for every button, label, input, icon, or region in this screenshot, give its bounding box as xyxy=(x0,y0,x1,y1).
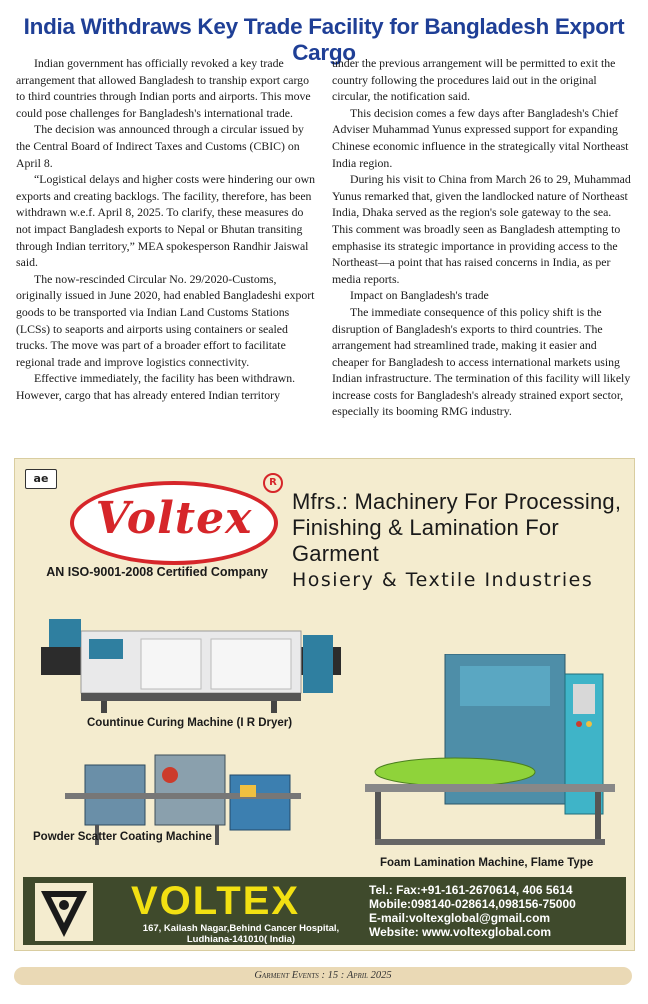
contact-email: E-mail:voltexglobal@gmail.com xyxy=(369,911,551,925)
voltex-emblem-icon xyxy=(35,883,93,941)
issue-date: April 2025 xyxy=(346,970,392,981)
tagline-line: Finishing & Lamination For Garment xyxy=(292,515,559,566)
paragraph: The immediate consequence of this policy shift is the disruption of Bangladesh's exports to third countries. The arrangement had streamlined trade, making it easier and cheaper for Bangladesh to access international markets using Indian infrastructure. The termination of this facility will likely increase costs for Bangladesh's already strained export sector, especially its booming RMG industry. xyxy=(332,304,631,419)
paragraph: During his visit to China from March 26 to 29, Muhammad Yunus remarked that, given the landlocked nature of Northeast India, Dhaka served as the region's sole gateway to the sea. This comment was broadly seen as Bangladesh attempting to emphasise its strategic importance in providing access to the Northeast—a point that has raised concerns in India, as per media reports. xyxy=(332,172,631,286)
machine-caption: Countinue Curing Machine (I R Dryer) xyxy=(87,717,293,729)
machine-caption: Powder Scatter Coating Machine xyxy=(33,831,212,843)
address-line: Ludhiana-141010( India) xyxy=(186,934,296,945)
advertisement xyxy=(14,458,635,951)
foam-lamination-machine-image xyxy=(365,654,620,854)
paragraph: This decision comes a few days after Bangladesh's Chief Adviser Muhammad Yunus expressed support for expanding Chinese economic influence in the strategically vital Northeast India region. xyxy=(332,105,629,170)
article-headline: India Withdraws Key Trade Facility for Bangladesh Export Cargo xyxy=(23,14,625,65)
paragraph: “Logistical delays and higher costs were hindering our own exports and creating backlogs. The facility, therefore, has been withdrawn w.e.f. April 8, 2025. To clarify, these measures do not impact Bangladesh exports to Nepal or Bhutan transiting through Indian territory,” MEA spokesperson Randhir Jaiswal said. xyxy=(16,172,316,270)
address-line: 167, Kailash Nagar,Behind Cancer Hospital, xyxy=(142,923,340,934)
curing-machine-image xyxy=(41,617,341,715)
article-body xyxy=(16,55,632,420)
ae-logo-icon: ae xyxy=(25,469,57,489)
contact-website: Website: www.voltexglobal.com xyxy=(369,925,552,939)
publication-name: Garment Events xyxy=(254,970,319,981)
article-column-right xyxy=(332,55,632,420)
ad-address xyxy=(131,923,351,945)
page-number: 15 xyxy=(327,970,339,981)
manufacturer-tagline xyxy=(292,489,632,593)
tagline-line: Mfrs.: Machinery For Processing, xyxy=(292,489,622,514)
page-footer: Garment Events : 15 : April 2025 xyxy=(14,967,632,985)
ad-contact-details xyxy=(369,883,576,939)
machine-caption: Foam Lamination Machine, Flame Type xyxy=(380,857,594,869)
registered-mark-icon: R xyxy=(263,473,283,493)
paragraph: under the previous arrangement will be permitted to exit the country following the procedures laid out in the original circular, the notification said. xyxy=(332,56,616,104)
paragraph: The now-rescinded Circular No. 29/2020-Customs, originally issued in June 2020, had enabled Bangladeshi export goods to be transported via Indian Land Customs Stations (LCSs) to seaports and airports using containers or sealed trucks. The move was part of a broader effort to facilitate regional trade and improve logistics connectivity. xyxy=(16,271,315,369)
iso-certification: AN ISO-9001-2008 Certified Company xyxy=(46,565,268,579)
contact-mobile: Mobile:098140-028614,098156-75000 xyxy=(369,897,576,911)
article-column-left xyxy=(16,55,316,420)
paragraph: The decision was announced through a circular issued by the Central Board of Indirect Taxes and Customs (CBIC) on April 8. xyxy=(16,122,304,170)
section-subheading: Impact on Bangladesh's trade xyxy=(350,288,489,303)
brand-logo xyxy=(70,481,278,565)
contact-phone: Tel.: Fax:+91-161-2670614, 406 5614 xyxy=(369,883,573,897)
tagline-line: Hosiery & Textile Industries xyxy=(292,569,594,591)
paragraph: Indian government has officially revoked a key trade arrangement that allowed Bangladesh to tranship export cargo to third countries through Indian ports and airports. This move could pose challenges for Bangladesh's international trade. xyxy=(16,56,311,120)
ad-brand-name: VOLTEX xyxy=(131,879,301,923)
brand-logo-text: Voltex xyxy=(95,493,253,544)
paragraph: Effective immediately, the facility has been withdrawn. However, cargo that has already entered Indian territory xyxy=(16,371,296,402)
ad-contact-band xyxy=(23,877,626,945)
